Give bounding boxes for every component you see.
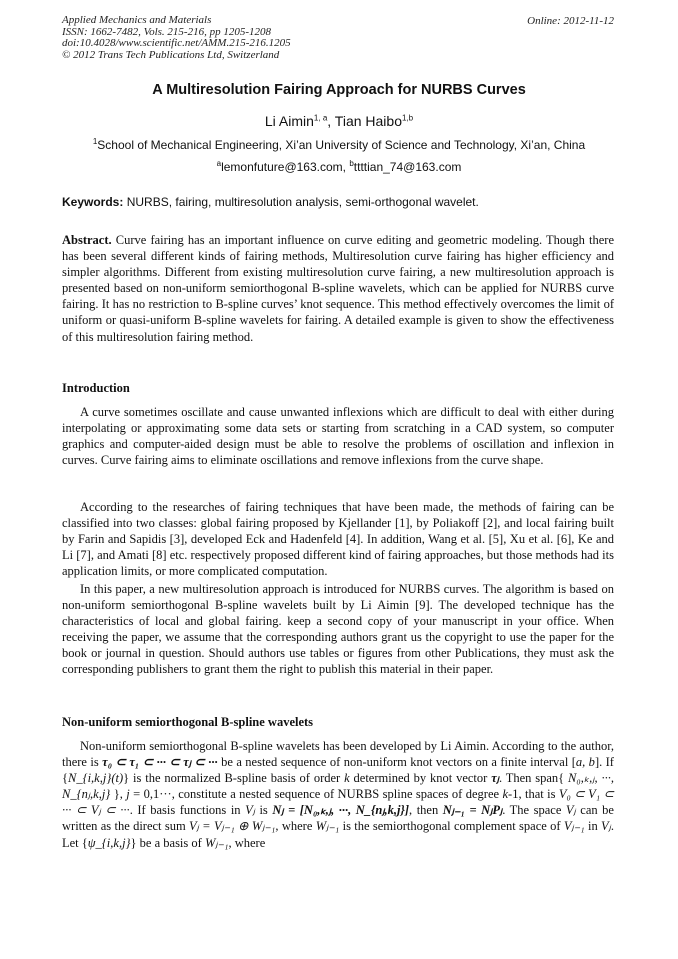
- keywords-label: Keywords:: [62, 195, 124, 209]
- text-run: Non-uniform semiorthogonal B-spline wavelets has been developed by Li Aimin. According to the author, there is: [62, 739, 614, 770]
- math-expression: τ₀ ⊂ τ₁ ⊂ ··· ⊂ τⱼ ⊂ ···: [102, 755, 218, 770]
- author-superscript: 1,b: [401, 113, 414, 123]
- abstract-text: Curve fairing has an important influence on curve editing and geometric modeling. Though there has been several different kinds of fairing methods, Multiresolution curve fairing has higher efficiency and simpler algorithms. Different from existing multiresolution curve fairing, a new multiresolution approach is presented based on non-uniform semiorthogonal B-spline wavelets, which can be applied for NURBS curve fairing. It has no restriction to B-spline curves’ knot sequence. This method effectively overcomes the limit of uniform or quasi-uniform B-spline wavelets for fairing. A detailed example is given to show the effectiveness of this multiresolution fairing method.: [62, 233, 614, 344]
- intro-paragraph: According to the researches of fairing techniques that have been made, the methods of fairing can be classified into two classes: global fairing proposed by Kjellander [1], by Poliakoff [2], and local fairing built by Farin and Sapidis [3], developed Eck and Hadenfeld [4]. In addition, Wang et al. [5], Xu et al. [6], Ke and Li [7], and Amati [8] etc. respectively proposed different kind of fairing approaches, but those methods had its application limits, or more complicated computation.: [62, 500, 614, 579]
- math-expression: τⱼ: [491, 771, 499, 786]
- math-expression: Vⱼ₋₁: [563, 819, 585, 834]
- journal-name: Applied Mechanics and Materials: [62, 14, 212, 26]
- math-expression: a, b: [575, 755, 595, 770]
- math-expression: j: [126, 787, 130, 802]
- author-name: Tian Haibo: [334, 113, 402, 129]
- text-run: . The space: [502, 803, 566, 818]
- text-run: is the normalized B-spline basis of order: [129, 771, 345, 786]
- text-run: . Then span{: [498, 771, 569, 786]
- online-date: Online: 2012-11-12: [527, 15, 614, 27]
- text-run: is: [254, 803, 273, 818]
- author-name: Li Aimin: [264, 113, 314, 129]
- email-superscript: b: [349, 159, 354, 168]
- text-run: , where: [275, 819, 316, 834]
- math-expression: ψ_{i,k,j}: [87, 835, 131, 850]
- math-expression: V₀ ⊂ V₁ ⊂ ··· ⊂ Vⱼ ⊂ ···: [62, 787, 614, 818]
- issn-line: ISSN: 1662-7482, Vols. 215-216, pp 1205-1208: [62, 25, 271, 38]
- text-run: in: [584, 819, 602, 834]
- text-run: can be written as the direct sum: [62, 803, 614, 834]
- doi-line: doi:10.4028/www.scientific.net/AMM.215-216.1205: [62, 37, 291, 50]
- intro-paragraph: In this paper, a new multiresolution approach is introduced for NURBS curves. The algorithm is based on non-uniform semiorthogonal B-spline wavelets built by Li Aimin [9]. The developed technique has the characteristics of local and global fairing. keep a second copy of your manuscript in your office. When receiving the paper, we assume that the corresponding authors grant us the copyright to use the paper for the book or journal in question. Should authors use tables or figures from other Publications, they must ask the corresponding publishers to grant them the right to publish this material in their paper.: [62, 582, 614, 677]
- math-expression: Vⱼ = Vⱼ₋₁ ⊕ Wⱼ₋₁: [189, 819, 276, 834]
- math-expression: k: [344, 771, 350, 786]
- email-address: ttttian_74@163.com: [353, 160, 462, 174]
- text-run: , then: [409, 803, 443, 818]
- email-line: [0, 160, 678, 174]
- text-run: be a nested sequence of non-uniform knot vectors on a finite interval [: [217, 755, 576, 770]
- author-superscript: 1, a: [313, 113, 328, 123]
- math-expression: Wⱼ₋₁: [315, 819, 340, 834]
- math-expression: N_{i,k,j}(t): [68, 771, 124, 786]
- affiliation: [0, 138, 678, 152]
- text-run: -1, that is: [508, 787, 559, 802]
- math-expression: Vⱼ: [565, 803, 576, 818]
- keywords: [62, 195, 614, 209]
- author-line: [0, 113, 678, 129]
- abstract: [62, 232, 614, 345]
- section-heading-wavelets: Non-uniform semiorthogonal B-spline wavelets: [62, 715, 314, 729]
- copyright-line: © 2012 Trans Tech Publications Ltd, Switzerland: [62, 48, 280, 61]
- text-run: . Let {: [62, 819, 614, 850]
- section-heading-introduction: Introduction: [62, 381, 130, 395]
- text-run: be a basis of: [136, 835, 205, 850]
- text-run: , where: [228, 835, 266, 850]
- math-expression: k: [502, 787, 509, 802]
- text-run: . If basis functions in: [129, 803, 246, 818]
- paper-title: A Multiresolution Fairing Approach for NURBS Curves: [152, 82, 526, 98]
- abstract-label: Abstract.: [62, 233, 112, 247]
- affiliation-superscript: 1: [92, 137, 98, 146]
- math-expression: Wⱼ₋₁: [204, 835, 229, 850]
- math-expression: Vⱼ: [245, 803, 255, 818]
- text-run: }: [130, 835, 137, 850]
- math-expression: Nⱼ₋₁ = NⱼPⱼ: [442, 803, 503, 818]
- intro-paragraph: A curve sometimes oscillate and cause unwanted inflexions which are difficult to deal with either during interpolating or approximating some data sets or starting from scratching in a CAD system, so computer graphics and computer-aided design must be able to resolve the problems of oscillation and inflexion in curves. Curve fairing aims to eliminate oscillations and remove inflexions from the curve shape.: [62, 405, 614, 468]
- journal-header: [62, 15, 291, 61]
- math-expression: N₀,ₖ,ⱼ, ···, N_{nⱼ,k,j}: [62, 771, 614, 802]
- wavelets-paragraph: [62, 738, 614, 851]
- text-run: = 0,1···, constitute a nested sequence of NURBS spline spaces of degree: [129, 787, 503, 802]
- text-run: is the semiorthogonal complement space of: [339, 819, 564, 834]
- text-run: },: [110, 787, 127, 802]
- math-expression: Nⱼ = [N₀,ₖ,ⱼ, ···, N_{nⱼ,k,j}]: [272, 803, 410, 818]
- email-address: lemonfuture@163.com,: [221, 160, 350, 174]
- text-run: }: [123, 771, 130, 786]
- email-superscript: a: [216, 159, 222, 168]
- math-expression: Vⱼ: [601, 819, 611, 834]
- text-run: determined by knot vector: [349, 771, 492, 786]
- author-separator: ,: [327, 113, 335, 129]
- text-run: ]. If {: [62, 755, 614, 786]
- affiliation-text: School of Mechanical Engineering, Xi’an University of Science and Technology, Xi’an, China: [97, 138, 586, 152]
- keywords-text: NURBS, fairing, multiresolution analysis, semi-orthogonal wavelet.: [123, 195, 479, 209]
